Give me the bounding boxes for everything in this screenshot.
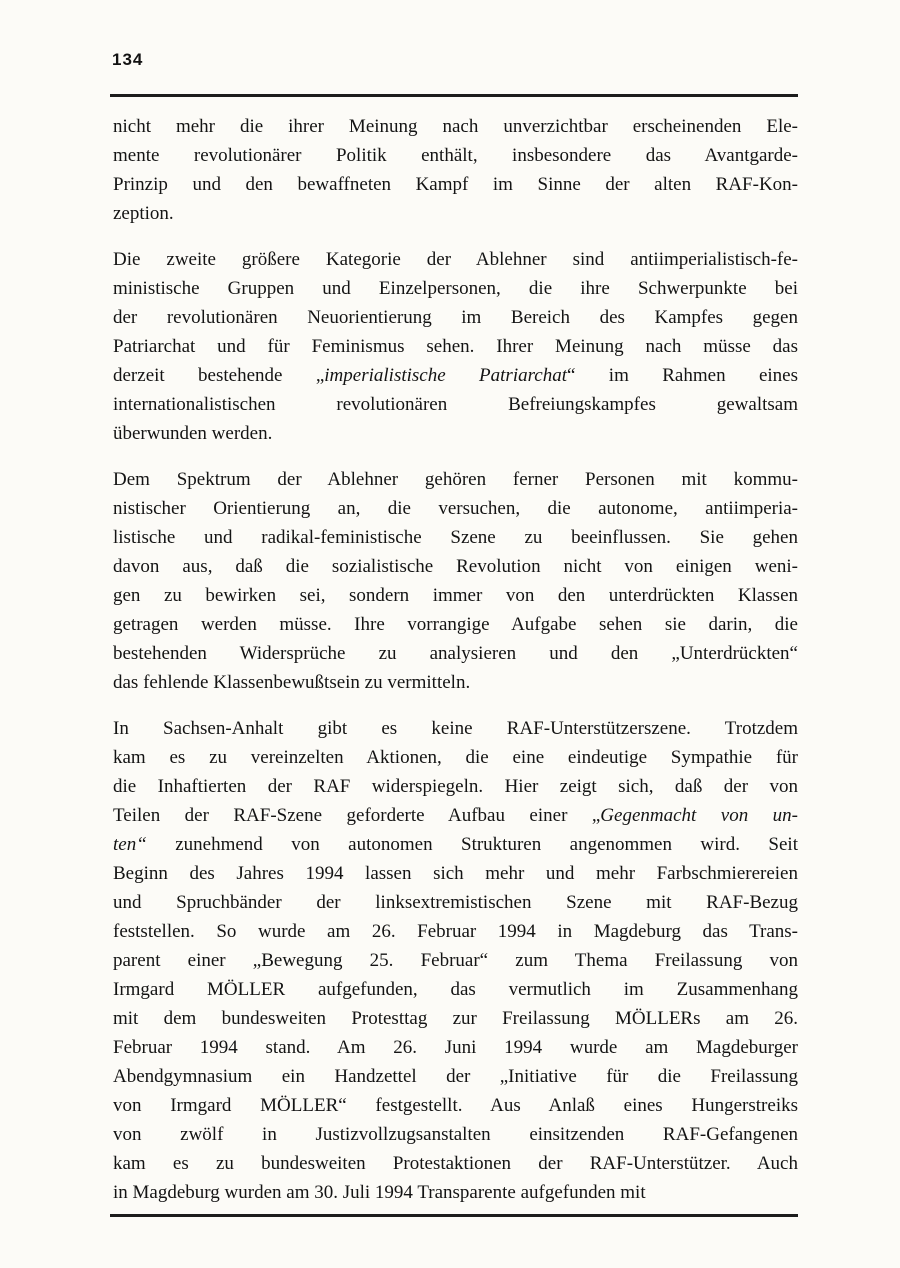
text-segment: nistischer Orientierung an, die versuchen, die autonome, antiimperia- [113, 498, 798, 519]
text-line [113, 199, 798, 228]
text-line [113, 170, 798, 199]
text-line [113, 610, 798, 639]
text-block [113, 112, 798, 1207]
text-segment: “ im Rahmen eines [567, 365, 798, 386]
text-line [113, 917, 798, 946]
text-line [113, 465, 798, 494]
bottom-rule [110, 1214, 798, 1217]
text-segment: mente revolutionärer Politik enthält, insbesondere das Avantgarde- [113, 145, 798, 166]
text-line [113, 523, 798, 552]
text-segment: Abendgymnasium ein Handzettel der „Initiative für die Freilassung [113, 1066, 798, 1087]
text-line [113, 830, 798, 859]
text-segment: listische und radikal-feministische Szene zu beeinflussen. Sie gehen [113, 527, 798, 548]
text-line [113, 743, 798, 772]
italic-text-segment: ten“ [113, 834, 147, 855]
text-segment: Die zweite größere Kategorie der Ablehner sind antiimperialistisch-fe- [113, 249, 798, 270]
text-segment: In Sachsen-Anhalt gibt es keine RAF-Unterstützerszene. Trotzdem [113, 718, 798, 739]
top-rule [110, 94, 798, 97]
text-segment: Teilen der RAF-Szene geforderte Aufbau einer „ [113, 805, 601, 826]
text-segment: davon aus, daß die sozialistische Revolution nicht von einigen weni- [113, 556, 798, 577]
text-line [113, 419, 798, 448]
text-segment: feststellen. So wurde am 26. Februar 1994 in Magdeburg das Trans- [113, 921, 798, 942]
text-line [113, 112, 798, 141]
text-segment: parent einer „Bewegung 25. Februar“ zum Thema Freilassung von [113, 950, 798, 971]
text-line [113, 888, 798, 917]
italic-text-segment: imperialistische Patriarchat [324, 365, 567, 386]
text-line [113, 494, 798, 523]
paragraph [113, 245, 798, 448]
text-segment: von zwölf in Justizvollzugsanstalten einsitzenden RAF-Gefangenen [113, 1124, 798, 1145]
text-line [113, 801, 798, 830]
text-segment: Prinzip und den bewaffneten Kampf im Sinne der alten RAF-Kon- [113, 174, 798, 195]
text-line [113, 1178, 798, 1207]
text-line [113, 303, 798, 332]
text-line [113, 581, 798, 610]
text-line [113, 141, 798, 170]
text-segment: überwunden werden. [113, 423, 273, 444]
text-line [113, 332, 798, 361]
text-line [113, 975, 798, 1004]
text-line [113, 390, 798, 419]
text-segment: kam es zu vereinzelten Aktionen, die eine eindeutige Sympathie für [113, 747, 798, 768]
italic-text-segment: Gegenmacht von un- [600, 805, 799, 826]
text-line [113, 668, 798, 697]
text-segment: der revolutionären Neuorientierung im Bereich des Kampfes gegen [113, 307, 798, 328]
text-segment: Irmgard MÖLLER aufgefunden, das vermutlich im Zusammenhang [113, 979, 798, 1000]
text-line [113, 946, 798, 975]
text-segment: getragen werden müsse. Ihre vorrangige Aufgabe sehen sie darin, die [113, 614, 798, 635]
text-segment: die Inhaftierten der RAF widerspiegeln. Hier zeigt sich, daß der von [113, 776, 798, 797]
text-line [113, 1062, 798, 1091]
text-segment: kam es zu bundesweiten Protestaktionen der RAF-Unterstützer. Auch [113, 1153, 798, 1174]
text-line [113, 1120, 798, 1149]
text-line [113, 714, 798, 743]
text-segment: zeption. [113, 203, 174, 224]
text-segment: mit dem bundesweiten Protesttag zur Freilassung MÖLLERs am 26. [113, 1008, 798, 1029]
text-segment: internationalistischen revolutionären Befreiungskampfes gewaltsam [113, 394, 798, 415]
text-segment: nicht mehr die ihrer Meinung nach unverzichtbar erscheinenden Ele- [113, 116, 798, 137]
text-line [113, 1033, 798, 1062]
text-line [113, 1004, 798, 1033]
text-segment: Februar 1994 stand. Am 26. Juni 1994 wurde am Magdeburger [113, 1037, 798, 1058]
text-segment: in Magdeburg wurden am 30. Juli 1994 Transparente aufgefunden mit [113, 1182, 646, 1203]
text-line [113, 859, 798, 888]
text-line [113, 639, 798, 668]
text-segment: derzeit bestehende „ [113, 365, 325, 386]
text-segment: Beginn des Jahres 1994 lassen sich mehr und mehr Farbschmierereien [113, 863, 798, 884]
page-number: 134 [112, 50, 144, 69]
text-line [113, 1149, 798, 1178]
text-segment: von Irmgard MÖLLER“ festgestellt. Aus Anlaß eines Hungerstreiks [113, 1095, 798, 1116]
text-line [113, 274, 798, 303]
text-segment: bestehenden Widersprüche zu analysieren und den „Unterdrückten“ [113, 643, 798, 664]
text-line [113, 361, 798, 390]
text-line [113, 245, 798, 274]
text-line [113, 1091, 798, 1120]
text-segment: Patriarchat und für Feminismus sehen. Ihrer Meinung nach müsse das [113, 336, 798, 357]
paragraph [113, 465, 798, 697]
text-segment: gen zu bewirken sei, sondern immer von den unterdrückten Klassen [113, 585, 798, 606]
text-segment: und Spruchbänder der linksextremistischen Szene mit RAF-Bezug [113, 892, 798, 913]
text-segment: Dem Spektrum der Ablehner gehören ferner Personen mit kommu- [113, 469, 798, 490]
text-segment: ministische Gruppen und Einzelpersonen, die ihre Schwerpunkte bei [113, 278, 798, 299]
paragraph [113, 714, 798, 1207]
text-line [113, 552, 798, 581]
text-segment: das fehlende Klassenbewußtsein zu vermitteln. [113, 672, 471, 693]
text-segment: zunehmend von autonomen Strukturen angenommen wird. Seit [146, 834, 798, 855]
paragraph [113, 112, 798, 228]
text-line [113, 772, 798, 801]
